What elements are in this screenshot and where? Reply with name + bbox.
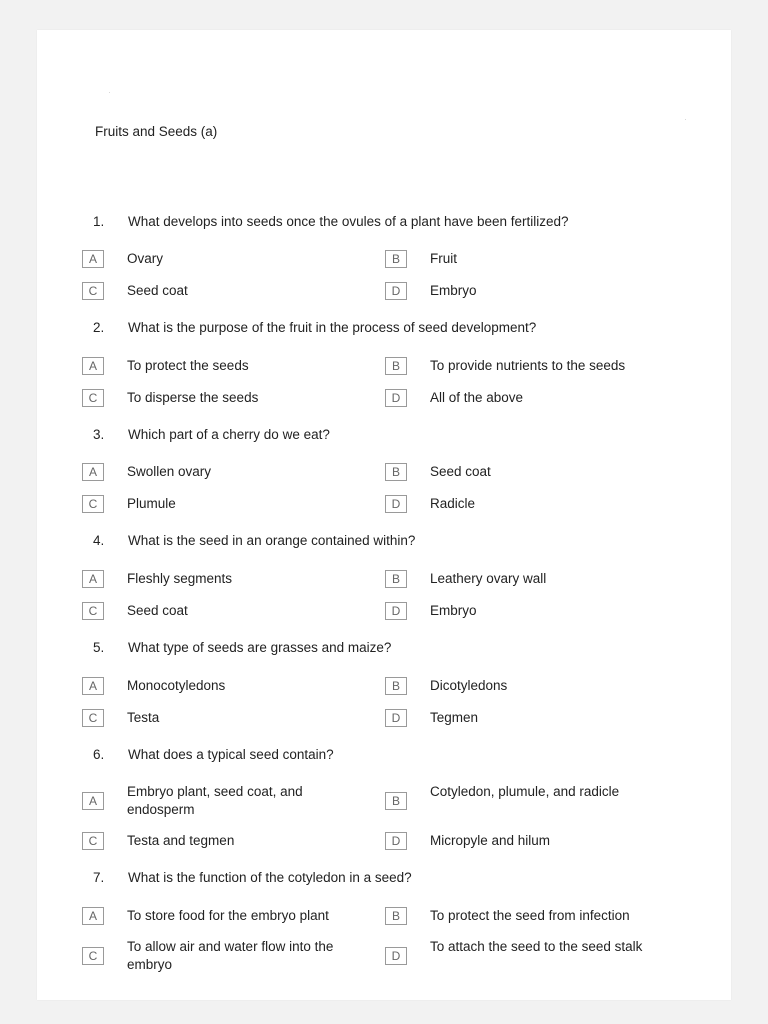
option-letter-box: D [385,495,407,513]
question-number: 7. [93,870,105,885]
question-text: What is the seed in an orange contained within? [128,533,416,548]
option-letter-box: B [385,463,407,481]
option-letter-box: D [385,709,407,727]
option-text: Dicotyledons [430,678,508,693]
question-number: 3. [93,427,105,442]
option-letter-box: B [385,250,407,268]
option-text: Seed coat [430,464,491,479]
option-letter-box: D [385,389,407,407]
option-text: To protect the seeds [127,358,249,373]
option-text: Embryo plant, seed coat, and endosperm [127,784,303,817]
scan-speck [685,119,686,120]
option-text: Seed coat [127,603,188,618]
option-letter-box: B [385,357,407,375]
document-title: Fruits and Seeds (a) [95,124,218,139]
option-text: Seed coat [127,283,188,298]
question-number: 2. [93,320,105,335]
option-letter-box: B [385,907,407,925]
question-3 [0,427,768,447]
question-text: What is the purpose of the fruit in the process of seed development? [128,320,537,335]
option-letter-box: C [82,709,104,727]
option-text: Micropyle and hilum [430,833,551,848]
option-letter-box: A [82,250,104,268]
option-letter-box: D [385,602,407,620]
option-text: To protect the seed from infection [430,908,630,923]
option-text: To attach the seed to the seed stalk [430,939,643,954]
option-letter-box: A [82,570,104,588]
option-text: All of the above [430,390,524,405]
question-text: What does a typical seed contain? [128,747,334,762]
document-page [37,30,731,1000]
option-letter-box: A [82,463,104,481]
question-5 [0,640,768,660]
option-text: Cotyledon, plumule, and radicle [430,784,620,799]
option-letter-box: C [82,389,104,407]
option-letter-box: A [82,357,104,375]
question-4 [0,533,768,553]
question-text: What develops into seeds once the ovules of a plant have been fertilized? [128,214,569,229]
option-letter-box: D [385,832,407,850]
option-text: Radicle [430,496,476,511]
option-letter-box: C [82,282,104,300]
option-text: Leathery ovary wall [430,571,547,586]
option-text: Testa [127,710,160,725]
option-letter-box: C [82,495,104,513]
option-letter-box: A [82,677,104,695]
option-letter-box: C [82,947,104,965]
option-text: To disperse the seeds [127,390,259,405]
question-6 [0,747,768,767]
option-text: Embryo [430,283,477,298]
option-letter-box: A [82,792,104,810]
option-text: To provide nutrients to the seeds [430,358,626,373]
option-letter-box: B [385,677,407,695]
question-number: 6. [93,747,105,762]
option-text: To store food for the embryo plant [127,908,329,923]
option-text: Monocotyledons [127,678,226,693]
question-number: 4. [93,533,105,548]
option-text: Fleshly segments [127,571,233,586]
option-letter-box: C [82,832,104,850]
option-letter-box: B [385,570,407,588]
option-letter-box: B [385,792,407,810]
option-letter-box: C [82,602,104,620]
option-text: Tegmen [430,710,479,725]
option-text: Fruit [430,251,457,266]
scan-speck [109,92,110,93]
question-text: What is the function of the cotyledon in a seed? [128,870,412,885]
question-text: What type of seeds are grasses and maize? [128,640,392,655]
question-2 [0,320,768,340]
question-number: 1. [93,214,105,229]
option-text: Swollen ovary [127,464,212,479]
question-1 [0,214,768,234]
option-text: Embryo [430,603,477,618]
question-number: 5. [93,640,105,655]
option-letter-box: D [385,282,407,300]
question-text: Which part of a cherry do we eat? [128,427,330,442]
option-letter-box: A [82,907,104,925]
option-letter-box: D [385,947,407,965]
option-text: Testa and tegmen [127,833,235,848]
option-text: Ovary [127,251,164,266]
option-text: Plumule [127,496,176,511]
option-text: To allow air and water flow into the embryo [127,939,334,972]
question-7 [0,870,768,890]
